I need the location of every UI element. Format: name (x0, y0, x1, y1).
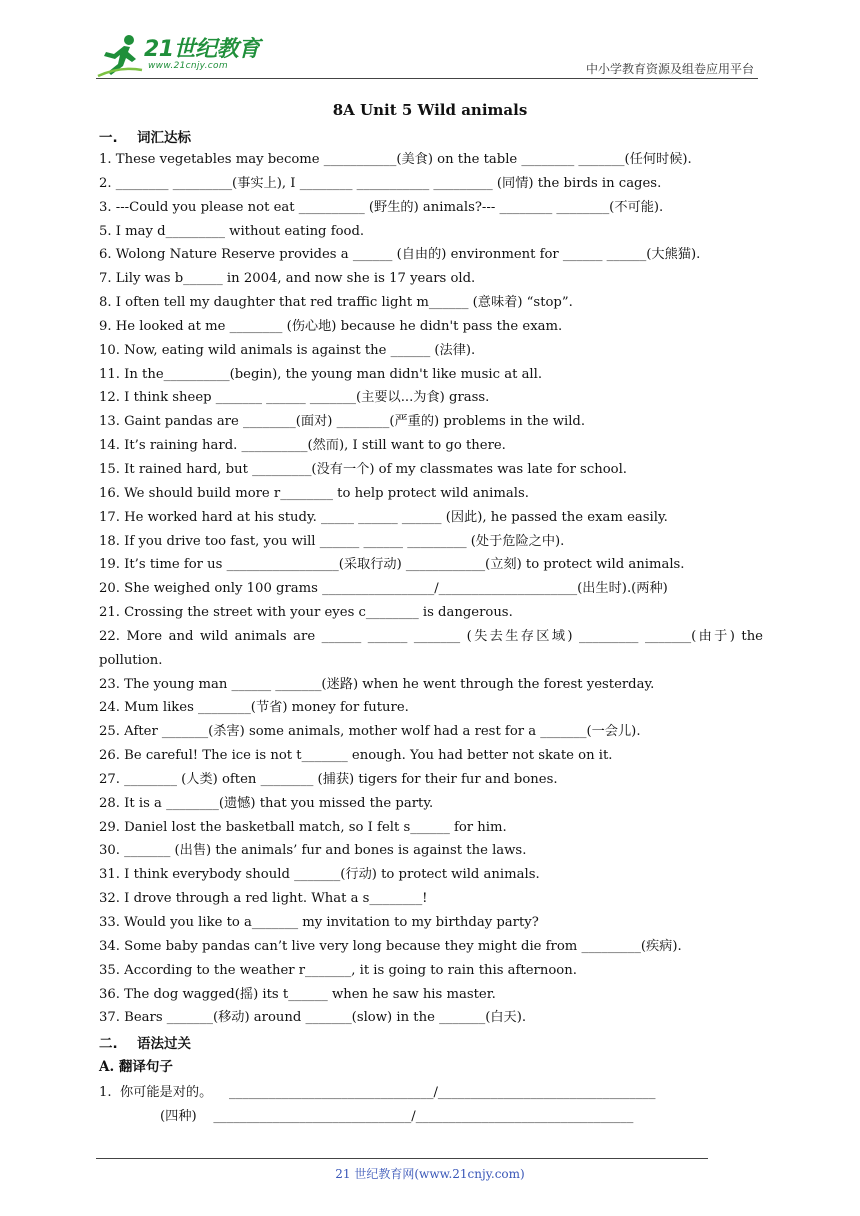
exercise-item: 11. In the__________(begin), the young man didn't like music at all. (99, 366, 543, 382)
exercise-item: 28. It is a ________(遗憾) that you missed the party. (99, 795, 434, 811)
header-divider (96, 78, 758, 79)
section-heading-vocabulary (99, 126, 191, 146)
exercise-item: 33. Would you like to a_______ my invitation to my birthday party? (99, 915, 539, 930)
page-title: 8A Unit 5 Wild animals (332, 101, 528, 119)
section-number: 一. (99, 130, 118, 146)
logo-text: 21世纪教育 (144, 37, 260, 62)
logo-url: www.21cnjy.com (148, 61, 228, 71)
page-footer: 21 世纪教育网(www.21cnjy.com) (335, 1167, 525, 1181)
exercise-item: 10. Now, eating wild animals is against the ______ (法律). (99, 342, 476, 358)
exercise-item: 7. Lily was b______ in 2004, and now she is 17 years old. (99, 271, 476, 287)
exercise-item: 16. We should build more r________ to help protect wild animals. (99, 485, 529, 501)
exercise-item: 31. I think everybody should _______(行动) to protect wild animals. (99, 867, 540, 883)
platform-name: 中小学教育资源及组卷应用平台 (585, 62, 754, 76)
subsection-heading: A. 翻译句子 (99, 1059, 173, 1075)
exercise-item: 19. It’s time for us _________________(采取行动) ____________(立刻) to protect wild animals. (99, 557, 685, 573)
section-number: 二. (99, 1036, 118, 1052)
exercise-item: 2. ________ _________(事实上), I ________ ___________ _________ (同情) the birds in cages. (99, 175, 662, 191)
exercise-item: 26. Be careful! The ice is not t_______ enough. You had better not skate on it. (99, 748, 613, 764)
exercise-item: 12. I think sheep _______ ______ _______(主要以...为食) grass. (99, 390, 490, 406)
exercise-item: 5. I may d_________ without eating food. (99, 223, 365, 239)
exercise-item: 36. The dog wagged(摇) its t______ when he saw his master. (99, 986, 496, 1002)
translation-item: 1. 你可能是对的。 _______________________________/_________________________________ (99, 1085, 656, 1100)
exercise-item: 20. She weighed only 100 grams _________________/_____________________(出生时).(两种) (99, 581, 668, 597)
exercise-item: 8. I often tell my daughter that red traffic light m______ (意味着) “stop”. (99, 295, 573, 311)
exercise-item: 6. Wolong Nature Reserve provides a ______ (自由的) environment for ______ ______(大熊猫). (99, 247, 701, 263)
exercise-item: 32. I drove through a red light. What a s________! (99, 891, 428, 907)
exercise-list (99, 148, 763, 1030)
exercise-item: 3. ---Could you please not eat __________ (野生的) animals?--- ________ ________(不可能). (99, 199, 664, 215)
exercise-item: 25. After _______(杀害) some animals, mother wolf had a rest for a _______(一会儿). (99, 724, 641, 740)
exercise-item: 17. He worked hard at his study. _____ ______ ______ (因此), he passed the exam easily. (99, 509, 668, 525)
exercise-item: 9. He looked at me ________ (伤心地) because he didn't pass the exam. (99, 318, 563, 334)
footer-divider (96, 1158, 708, 1159)
exercise-item: 18. If you drive too fast, you will ______ ______ _________ (处于危险之中). (99, 533, 565, 549)
exercise-item: 37. Bears _______(移动) around _______(slow) in the _______(白天). (99, 1010, 527, 1026)
exercise-item: 14. It’s raining hard. __________(然而), I still want to go there. (99, 438, 506, 454)
section-heading-grammar (99, 1032, 191, 1052)
exercise-item: 29. Daniel lost the basketball match, so I felt s______ for him. (99, 819, 507, 835)
exercise-item: 13. Gaint pandas are ________(面对) ________(严重的) problems in the wild. (99, 414, 586, 430)
exercise-item: 30. _______ (出售) the animals’ fur and bones is against the laws. (99, 843, 527, 859)
translation-item-continued: (四种) ______________________________/_________________________________ (160, 1109, 634, 1124)
logo (96, 32, 266, 78)
exercise-item: 23. The young man ______ _______(迷路) when he went through the forest yesterday. (99, 676, 655, 692)
exercise-item: 24. Mum likes ________(节省) money for future. (99, 700, 409, 716)
exercise-item: 1. These vegetables may become ___________(美食) on the table ________ _______(任何时候). (99, 152, 692, 167)
section-label: 词汇达标 (137, 130, 191, 146)
exercise-item: 21. Crossing the street with your eyes c________ is dangerous. (99, 605, 513, 621)
exercise-item: 22. More and wild animals are ______ ______ _______ (失去生存区域) _________ _______(由于) the pollution. (99, 628, 763, 668)
section-label: 语法过关 (137, 1036, 191, 1052)
exercise-item: 15. It rained hard, but _________(没有一个) of my classmates was late for school. (99, 461, 627, 477)
exercise-item: 27. ________ (人类) often ________ (捕获) tigers for their fur and bones. (99, 771, 558, 787)
page-header (96, 30, 758, 80)
exercise-item: 35. According to the weather r_______, it is going to rain this afternoon. (99, 962, 577, 978)
exercise-item: 34. Some baby pandas can’t live very long because they might die from _________(疾病). (99, 938, 682, 954)
runner-logo-icon (96, 32, 144, 78)
